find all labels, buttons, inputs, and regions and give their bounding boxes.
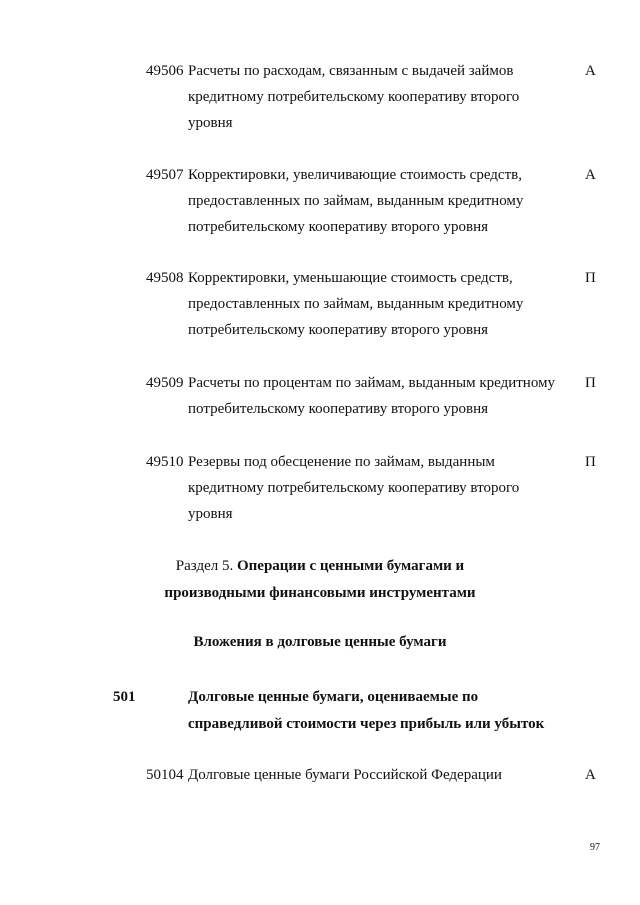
- description-line: кредитному потребительскому кооперативу второго: [188, 480, 520, 496]
- account-title: [188, 684, 544, 738]
- description-line: уровня: [188, 115, 233, 131]
- account-type: П: [585, 375, 596, 391]
- account-description: [188, 265, 568, 343]
- account-title-line: справедливой стоимости через прибыль или убыток: [188, 716, 545, 732]
- section-heading-line-1: [0, 553, 640, 580]
- description-line: Резервы под обесценение по займам, выданным: [188, 454, 495, 470]
- account-code: 49507: [146, 167, 184, 183]
- description-line: Долговые ценные бумаги Российской Федерации: [188, 767, 502, 783]
- account-code: 49510: [146, 454, 184, 470]
- account-type: А: [585, 63, 596, 79]
- account-code: 50104: [146, 767, 184, 783]
- page-number: 97: [590, 842, 600, 853]
- account-type: П: [585, 270, 596, 286]
- description-line: потребительскому кооперативу второго уровня: [188, 322, 489, 338]
- description-line: уровня: [188, 506, 233, 522]
- description-line: потребительскому кооперативу второго уровня: [188, 401, 489, 417]
- description-line: Расчеты по процентам по займам, выданным кредитному: [188, 375, 556, 391]
- section-prefix: Раздел 5.: [175, 558, 234, 574]
- account-description: [188, 162, 568, 240]
- section-heading-line-2: [0, 580, 640, 607]
- account-type: А: [585, 767, 596, 783]
- section-heading: [0, 553, 640, 607]
- section-title-line-1: Операции с ценными бумагами и: [236, 558, 465, 574]
- section-title-line-2: производными финансовыми инструментами: [164, 585, 476, 601]
- account-description: [188, 762, 568, 788]
- description-line: Расчеты по расходам, связанным с выдачей займов: [188, 63, 514, 79]
- account-code: 49509: [146, 375, 184, 391]
- account-type: П: [585, 454, 596, 470]
- account-code: 49506: [146, 63, 184, 79]
- description-line: Корректировки, уменьшающие стоимость средств,: [188, 270, 513, 286]
- account-description: [188, 449, 568, 527]
- subheading: Вложения в долговые ценные бумаги: [193, 634, 447, 650]
- description-line: потребительскому кооперативу второго уровня: [188, 219, 489, 235]
- account-type: А: [585, 167, 596, 183]
- description-line: предоставленных по займам, выданным кредитному: [188, 296, 524, 312]
- account-code: 49508: [146, 270, 184, 286]
- account-code: 501: [113, 689, 136, 705]
- account-description: [188, 58, 568, 136]
- account-title-line: Долговые ценные бумаги, оцениваемые по: [188, 689, 479, 705]
- description-line: кредитному потребительскому кооперативу второго: [188, 89, 520, 105]
- description-line: Корректировки, увеличивающие стоимость средств,: [188, 167, 522, 183]
- description-line: предоставленных по займам, выданным кредитному: [188, 193, 524, 209]
- account-description: [188, 370, 568, 422]
